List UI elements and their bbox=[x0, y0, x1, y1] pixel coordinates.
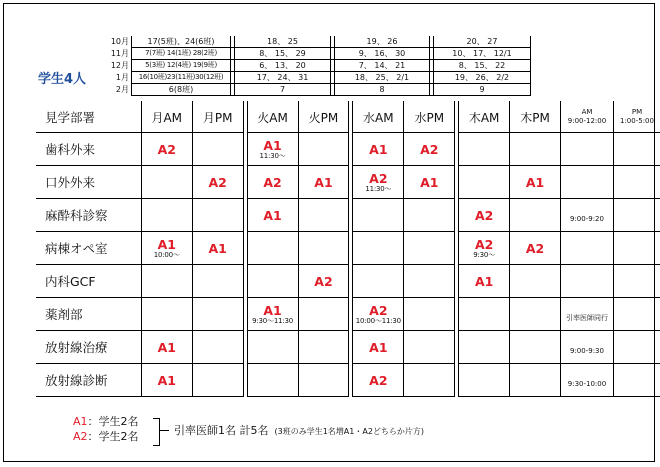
schedule-cell bbox=[353, 232, 404, 265]
group-code: A2 bbox=[474, 207, 494, 223]
pm-note-cell bbox=[613, 265, 660, 298]
schedule-cell bbox=[192, 298, 243, 331]
schedule-cell bbox=[247, 133, 298, 166]
group-code: A1 bbox=[263, 302, 282, 318]
slot-header-label: 月AM bbox=[151, 111, 183, 125]
date-row bbox=[102, 84, 531, 96]
schedule-cell bbox=[247, 364, 298, 397]
schedule-cell bbox=[298, 199, 349, 232]
schedule-cell bbox=[141, 232, 192, 265]
am-note-cell bbox=[561, 364, 614, 397]
schedule-cell bbox=[353, 133, 404, 166]
date-row bbox=[102, 36, 531, 48]
schedule-cell bbox=[298, 232, 349, 265]
schedule-cell bbox=[459, 265, 510, 298]
schedule-cell bbox=[459, 331, 510, 364]
schedule-cell bbox=[510, 364, 561, 397]
table-row bbox=[36, 298, 660, 331]
slot-header bbox=[510, 101, 561, 133]
group-code: A1 bbox=[474, 273, 494, 289]
schedule-cell bbox=[459, 232, 510, 265]
schedule-cell bbox=[298, 166, 349, 199]
schedule-cell bbox=[192, 265, 243, 298]
schedule-cell bbox=[247, 298, 298, 331]
group-code: A2 bbox=[474, 236, 494, 252]
schedule-cell bbox=[404, 199, 455, 232]
department-name: 歯科外来 bbox=[36, 133, 141, 166]
schedule-cell bbox=[353, 364, 404, 397]
group-code: A2 bbox=[369, 302, 388, 318]
group-code: A2 bbox=[263, 174, 282, 190]
am-note-cell bbox=[561, 331, 614, 364]
schedule-cell bbox=[353, 265, 404, 298]
date-month: 11月 bbox=[102, 48, 132, 60]
schedule-cell bbox=[298, 133, 349, 166]
schedule-cell bbox=[192, 364, 243, 397]
am-note: 9:00-9:30 bbox=[570, 346, 604, 355]
date-cell: 18、 25 bbox=[235, 36, 331, 48]
date-cell: 5(3班) 12(4班) 19(9班) bbox=[132, 60, 231, 72]
legend-summary-note: (3班のみ学生1名増A1・A2どちらか片方) bbox=[274, 427, 425, 436]
schedule-cell bbox=[192, 166, 243, 199]
slot-time-note: 10:00～11:30 bbox=[355, 316, 401, 325]
schedule-cell bbox=[298, 364, 349, 397]
group-code: A1 bbox=[263, 137, 282, 153]
schedule-cell bbox=[459, 199, 510, 232]
schedule-cell bbox=[192, 133, 243, 166]
date-cell: 18、 25、 2/1 bbox=[335, 72, 430, 84]
date-cell: 10、 17、 12/1 bbox=[434, 48, 531, 60]
department-name: 口外外来 bbox=[36, 166, 141, 199]
am-note-cell bbox=[561, 133, 614, 166]
department-name: 病棟オペ室 bbox=[36, 232, 141, 265]
slot-header-label: 月PM bbox=[202, 111, 233, 125]
legend-bracket bbox=[153, 418, 160, 446]
am-note-cell bbox=[561, 199, 614, 232]
department-name: 放射線治療 bbox=[36, 331, 141, 364]
group-code: A2 bbox=[525, 240, 545, 256]
pm-note-cell bbox=[613, 364, 660, 397]
schedule-header-row bbox=[36, 101, 660, 133]
schedule-cell bbox=[192, 232, 243, 265]
slot-header bbox=[247, 101, 298, 133]
schedule-cell bbox=[353, 199, 404, 232]
schedule-cell bbox=[247, 166, 298, 199]
slot-time-note: 10:00～ bbox=[153, 250, 180, 259]
date-cell: 7 bbox=[235, 84, 331, 96]
schedule-cell bbox=[459, 364, 510, 397]
date-cell: 19、 26 bbox=[335, 36, 430, 48]
schedule-cell bbox=[141, 298, 192, 331]
schedule-table bbox=[36, 101, 660, 397]
date-month: 2月 bbox=[102, 84, 132, 96]
schedule-cell bbox=[247, 232, 298, 265]
table-row bbox=[36, 364, 660, 397]
department-name: 放射線診断 bbox=[36, 364, 141, 397]
schedule-cell bbox=[141, 364, 192, 397]
slot-header bbox=[298, 101, 349, 133]
am-note-cell bbox=[561, 298, 614, 331]
schedule-cell bbox=[298, 265, 349, 298]
schedule-cell bbox=[404, 298, 455, 331]
date-cell: 8 bbox=[335, 84, 430, 96]
am-note-cell bbox=[561, 265, 614, 298]
schedule-cell bbox=[247, 199, 298, 232]
schedule-cell bbox=[510, 298, 561, 331]
schedule-cell bbox=[298, 298, 349, 331]
schedule-cell bbox=[404, 331, 455, 364]
schedule-cell bbox=[404, 232, 455, 265]
am-label: AM bbox=[581, 107, 593, 116]
schedule-cell bbox=[192, 331, 243, 364]
pm-label: PM bbox=[631, 107, 643, 116]
am-note-cell bbox=[561, 232, 614, 265]
group-code: A1 bbox=[369, 141, 388, 157]
group-code: A1 bbox=[208, 240, 227, 256]
date-month: 10月 bbox=[102, 36, 132, 48]
slot-header bbox=[459, 101, 510, 133]
group-code: A2 bbox=[369, 170, 388, 186]
am-note-cell bbox=[561, 166, 614, 199]
date-month: 12月 bbox=[102, 60, 132, 72]
date-cell: 17(5班)、24(6班) bbox=[132, 36, 231, 48]
schedule-cell bbox=[510, 232, 561, 265]
schedule-cell bbox=[141, 199, 192, 232]
schedule-cell bbox=[353, 298, 404, 331]
date-cell: 16(10班)23(11班)30(12班) bbox=[132, 72, 231, 84]
am-note: 9:00-9:20 bbox=[570, 214, 604, 223]
schedule-cell bbox=[353, 166, 404, 199]
group-code: A1 bbox=[157, 236, 176, 252]
legend-a1-code: A1 bbox=[73, 415, 88, 428]
schedule-cell bbox=[510, 331, 561, 364]
slot-header-label: 火PM bbox=[308, 111, 339, 125]
date-cell: 7(7班) 14(1班) 28(2班) bbox=[132, 48, 231, 60]
group-code: A1 bbox=[157, 372, 176, 388]
pm-hours-header bbox=[613, 101, 660, 133]
date-row bbox=[102, 72, 531, 84]
schedule-cell bbox=[404, 166, 455, 199]
schedule-cell bbox=[192, 199, 243, 232]
department-name: 薬剤部 bbox=[36, 298, 141, 331]
group-code: A2 bbox=[369, 372, 388, 388]
date-cell: 8、 15、 22 bbox=[434, 60, 531, 72]
date-cell: 6、 13、 20 bbox=[235, 60, 331, 72]
date-cell: 17、 24、 31 bbox=[235, 72, 331, 84]
date-cell: 9 bbox=[434, 84, 531, 96]
slot-time-note: 11:30～ bbox=[259, 151, 286, 160]
date-cell: 8、 15、 29 bbox=[235, 48, 331, 60]
schedule-cell bbox=[404, 364, 455, 397]
slot-header-label: 木PM bbox=[520, 111, 550, 125]
slot-header bbox=[141, 101, 192, 133]
group-code: A2 bbox=[208, 174, 227, 190]
date-cell: 20、 27 bbox=[434, 36, 531, 48]
am-note: 引率医師同行 bbox=[565, 313, 608, 322]
schedule-cell bbox=[459, 298, 510, 331]
date-cell: 9、 16、 30 bbox=[335, 48, 430, 60]
students-count-label: 学生4人 bbox=[38, 72, 87, 87]
am-hours-header bbox=[561, 101, 614, 133]
group-code: A1 bbox=[420, 174, 439, 190]
schedule-cell bbox=[141, 331, 192, 364]
table-row bbox=[36, 331, 660, 364]
department-name: 内科GCF bbox=[36, 265, 141, 298]
schedule-cell bbox=[404, 265, 455, 298]
legend-bracket-tick bbox=[159, 430, 169, 431]
legend-summary-text: 引率医師1名 計5名 bbox=[174, 424, 269, 437]
date-cell: 6(8班) bbox=[132, 84, 231, 96]
slot-header-label: 木AM bbox=[468, 111, 500, 125]
schedule-cell bbox=[459, 166, 510, 199]
pm-note-cell bbox=[613, 298, 660, 331]
schedule-cell bbox=[510, 133, 561, 166]
slot-header bbox=[192, 101, 243, 133]
schedule-cell bbox=[141, 133, 192, 166]
slot-time-note: 9:30～11:30 bbox=[252, 316, 293, 325]
pm-note-cell bbox=[613, 232, 660, 265]
date-cell: 19、 26、 2/2 bbox=[434, 72, 531, 84]
pm-note-cell bbox=[613, 133, 660, 166]
slot-header-label: 火AM bbox=[257, 111, 288, 125]
date-grid bbox=[102, 36, 531, 96]
legend-a2-text: ：学生2名 bbox=[87, 430, 139, 443]
group-code: A1 bbox=[369, 339, 388, 355]
group-code: A1 bbox=[314, 174, 333, 190]
schedule-cell bbox=[459, 133, 510, 166]
date-row bbox=[102, 60, 531, 72]
slot-time-note: 9:30～ bbox=[473, 250, 495, 259]
schedule-cell bbox=[510, 199, 561, 232]
am-time: 9:00-12:00 bbox=[567, 116, 607, 125]
slot-time-note: 11:30～ bbox=[365, 184, 392, 193]
legend-a1-text: ：学生2名 bbox=[87, 415, 139, 428]
schedule-cell bbox=[510, 166, 561, 199]
am-note: 9:30-10:00 bbox=[567, 379, 607, 388]
pm-note-cell bbox=[613, 166, 660, 199]
legend-summary bbox=[174, 422, 424, 438]
legend bbox=[73, 414, 139, 444]
legend-a1 bbox=[73, 414, 139, 429]
pm-note-cell bbox=[613, 331, 660, 364]
legend-a2-code: A2 bbox=[73, 430, 88, 443]
schedule-cell bbox=[353, 331, 404, 364]
table-row bbox=[36, 166, 660, 199]
group-code: A1 bbox=[263, 207, 282, 223]
date-row bbox=[102, 48, 531, 60]
schedule-cell bbox=[298, 331, 349, 364]
schedule-cell bbox=[141, 166, 192, 199]
table-row bbox=[36, 232, 660, 265]
group-code: A1 bbox=[157, 339, 176, 355]
slot-header-label: 水PM bbox=[414, 111, 445, 125]
legend-a2 bbox=[73, 429, 139, 444]
schedule-cell bbox=[510, 265, 561, 298]
table-row bbox=[36, 199, 660, 232]
schedule-cell bbox=[247, 331, 298, 364]
slot-header-label: 水AM bbox=[363, 111, 394, 125]
pm-time: 1:00-5:00 bbox=[620, 116, 654, 125]
table-row bbox=[36, 265, 660, 298]
schedule-cell bbox=[247, 265, 298, 298]
slot-header bbox=[404, 101, 455, 133]
pm-note-cell bbox=[613, 199, 660, 232]
table-row bbox=[36, 133, 660, 166]
group-code: A1 bbox=[525, 174, 545, 190]
schedule-cell bbox=[404, 133, 455, 166]
date-cell: 7、 14、 21 bbox=[335, 60, 430, 72]
schedule-cell bbox=[141, 265, 192, 298]
group-code: A2 bbox=[314, 273, 333, 289]
corner-label: 見学部署 bbox=[36, 101, 141, 133]
department-name: 麻酔科診察 bbox=[36, 199, 141, 232]
date-month: 1月 bbox=[102, 72, 132, 84]
group-code: A2 bbox=[157, 141, 176, 157]
group-code: A2 bbox=[420, 141, 439, 157]
slot-header bbox=[353, 101, 404, 133]
